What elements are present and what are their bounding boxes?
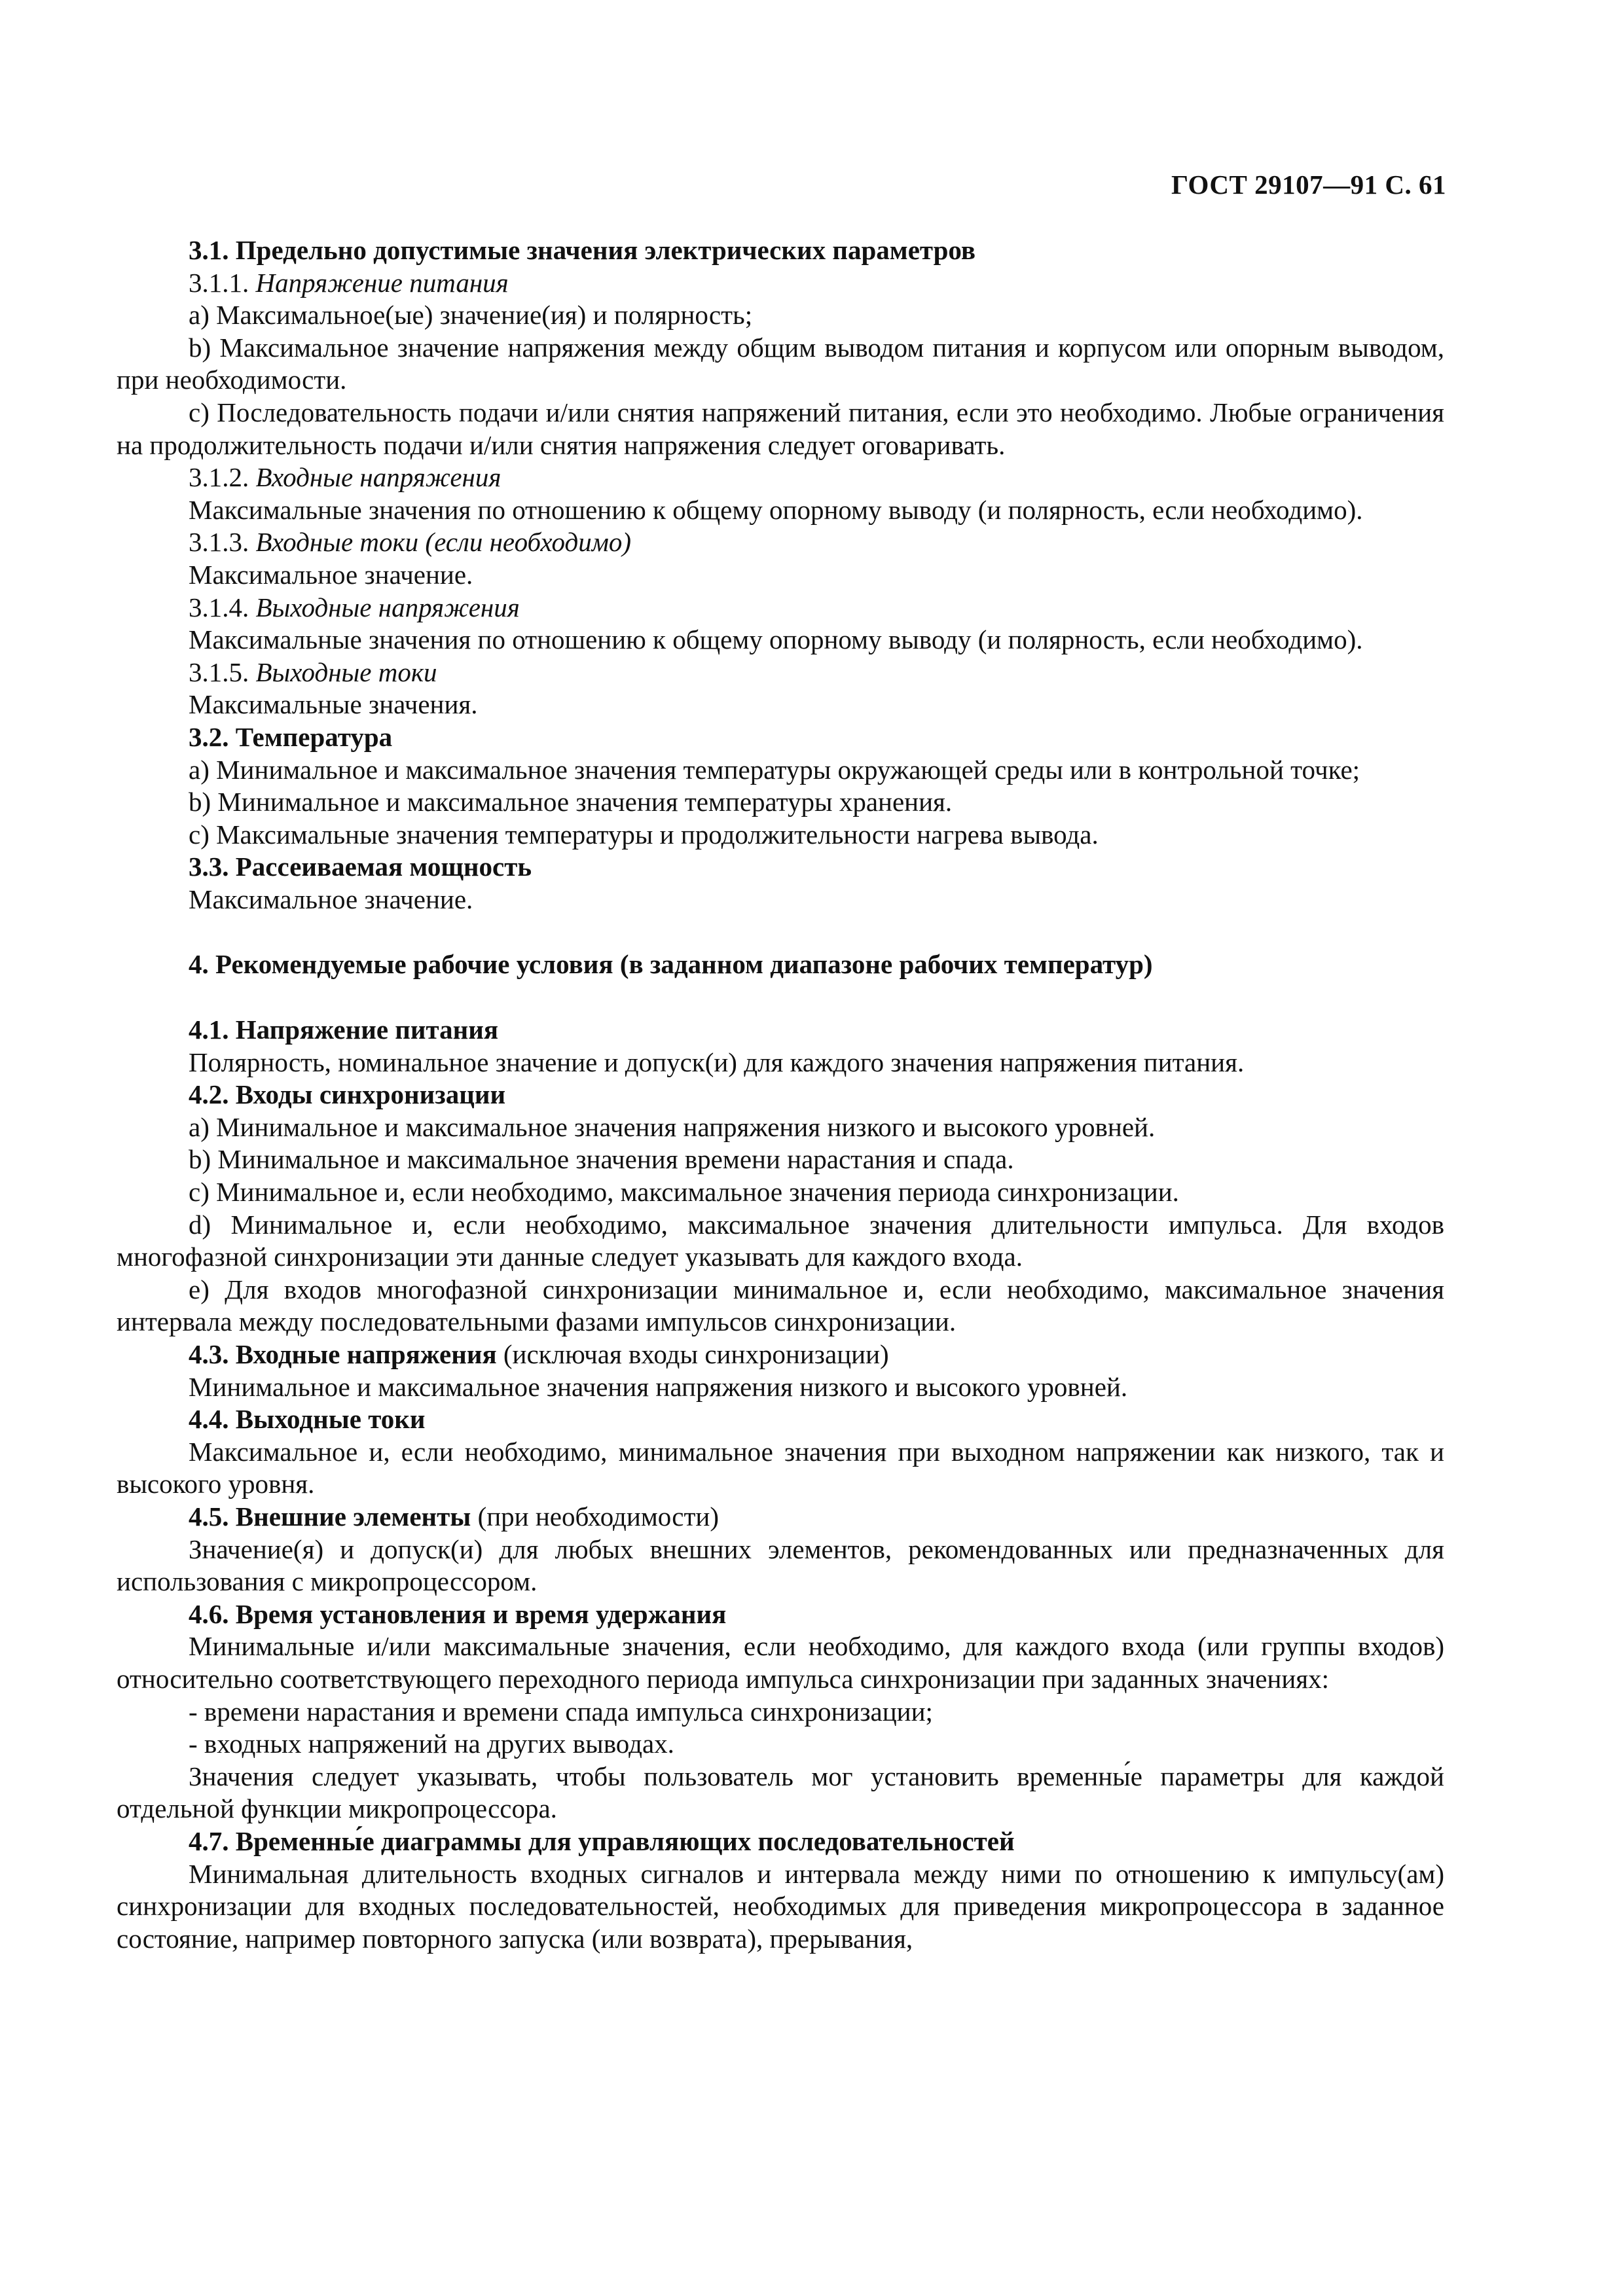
paragraph	[117, 1338, 1444, 1371]
paragraph	[117, 1014, 1444, 1047]
paragraph-heading: 3.1. Предельно допустимые значения электрических параметров	[189, 235, 976, 265]
paragraph-text: c) Максимальные значения температуры и продолжительности нагрева вывода.	[189, 819, 1099, 850]
paragraph	[117, 884, 1444, 916]
paragraph	[117, 851, 1444, 884]
paragraph	[117, 1534, 1444, 1598]
paragraph-text: 3.1.1.	[189, 267, 256, 298]
paragraph-text: Значения следует указывать, чтобы пользователь мог установить временны́е параметры для каждой отдельной функции микропроцессора.	[117, 1761, 1444, 1824]
paragraph-heading: 4.1. Напряжение питания	[189, 1014, 499, 1045]
paragraph	[117, 1274, 1444, 1338]
paragraph-text: (исключая входы синхронизации)	[496, 1339, 889, 1369]
paragraph	[117, 1825, 1444, 1858]
paragraph	[117, 948, 1444, 981]
paragraph	[117, 559, 1444, 592]
paragraph-text: Минимальные и/или максимальные значения, если необходимо, для каждого входа (или группы входов) относительно соответствующего переходного периода импульса синхронизации при заданных значениях:	[117, 1631, 1444, 1694]
paragraph-text: - входных напряжений на других выводах.	[189, 1729, 674, 1759]
paragraph-text: - времени нарастания и времени спада импульса синхронизации;	[189, 1696, 933, 1727]
paragraph-text: 3.1.4.	[189, 592, 256, 622]
paragraph-text: Максимальные значения по отношению к общему опорному выводу (и полярность, если необходимо).	[189, 494, 1363, 525]
paragraph-text: c) Последовательность подачи и/или снятия напряжений питания, если это необходимо. Любые ограничения на продолжительность подачи и/или снятия напряжения следует оговаривать.	[117, 397, 1444, 460]
paragraph	[117, 1209, 1444, 1274]
paragraph-text: Минимальное и максимальное значения напряжения низкого и высокого уровней.	[189, 1371, 1128, 1402]
paragraph	[117, 786, 1444, 819]
paragraph-heading: Выходные токи	[255, 656, 437, 687]
paragraph	[117, 1403, 1444, 1436]
paragraph	[117, 1143, 1444, 1176]
paragraph-text: Минимальная длительность входных сигналов и интервала между ними по отношению к импульсу(ам) синхронизации для входных последовательностей, необходимых для приведения микропроцессора в заданное состояние, например повторного запуска (или возврата), прерывания,	[117, 1858, 1444, 1954]
paragraph-heading: Напряжение питания	[255, 267, 509, 298]
paragraph	[117, 526, 1444, 559]
paragraph-text: Максимальное и, если необходимо, минимальное значения при выходном напряжении как низкого, так и высокого уровня.	[117, 1436, 1444, 1499]
paragraph	[117, 1761, 1444, 1825]
paragraph-heading: 4.3. Входные напряжения	[189, 1339, 497, 1369]
paragraph	[117, 1047, 1444, 1079]
paragraph-heading: Входные напряжения	[255, 462, 501, 493]
paragraph-heading: 3.3. Рассеиваемая мощность	[189, 852, 532, 882]
paragraph-text: e) Для входов многофазной синхронизации минимальное и, если необходимо, максимальное значения интервала между последовательными фазами импульсов синхронизации.	[117, 1274, 1444, 1337]
paragraph	[117, 1436, 1444, 1501]
paragraph	[117, 689, 1444, 721]
paragraph-text: b) Максимальное значение напряжения между общим выводом питания и корпусом или опорным выводом, при необходимости.	[117, 332, 1444, 395]
paragraph	[117, 819, 1444, 852]
paragraph	[117, 1630, 1444, 1695]
paragraph-text: 3.1.3.	[189, 527, 256, 558]
paragraph-heading: 4.5. Внешние элементы	[189, 1501, 471, 1532]
paragraph-text: Полярность, номинальное значение и допуск(и) для каждого значения напряжения питания.	[189, 1047, 1245, 1077]
paragraph	[117, 1858, 1444, 1956]
paragraph-heading: Входные токи (если необходимо)	[255, 527, 632, 558]
paragraph-text: Максимальные значения по отношению к общему опорному выводу (и полярность, если необходимо).	[189, 624, 1363, 655]
paragraph-heading: 4.7. Временны́е диаграммы для управляющих последовательностей	[189, 1825, 1015, 1856]
paragraph	[117, 754, 1444, 787]
page-header: ГОСТ 29107—91 С. 61	[1171, 170, 1446, 200]
paragraph	[117, 461, 1444, 494]
paragraph	[117, 656, 1444, 689]
paragraph	[117, 592, 1444, 624]
paragraph	[117, 1111, 1444, 1144]
paragraph-heading: 4. Рекомендуемые рабочие условия (в заданном диапазоне рабочих температур)	[189, 949, 1153, 980]
paragraph	[117, 624, 1444, 656]
paragraph	[117, 1728, 1444, 1761]
paragraph	[117, 299, 1444, 332]
paragraph-text: (при необходимости)	[471, 1501, 720, 1532]
paragraph	[117, 1501, 1444, 1534]
paragraph	[117, 1598, 1444, 1631]
paragraph	[117, 494, 1444, 527]
paragraph-heading: 4.6. Время установления и время удержания	[189, 1598, 727, 1629]
paragraph-heading: 3.2. Температура	[189, 721, 393, 752]
paragraph-heading: Выходные напряжения	[255, 592, 520, 622]
paragraph	[117, 397, 1444, 461]
paragraph	[117, 234, 1444, 267]
paragraph	[117, 1371, 1444, 1404]
paragraph-text: 3.1.5.	[189, 656, 256, 687]
paragraph	[117, 332, 1444, 397]
paragraph-heading: 4.4. Выходные токи	[189, 1404, 426, 1435]
paragraph-heading: 4.2. Входы синхронизации	[189, 1079, 506, 1110]
paragraph	[117, 1696, 1444, 1729]
paragraph-text: Значение(я) и допуск(и) для любых внешних элементов, рекомендованных или предназначенных для использования с микропроцессором.	[117, 1534, 1444, 1597]
paragraph	[117, 1079, 1444, 1111]
paragraph	[117, 267, 1444, 300]
paragraph	[117, 1176, 1444, 1209]
paragraph-text: a) Минимальное и максимальное значения напряжения низкого и высокого уровней.	[189, 1111, 1156, 1142]
paragraph	[117, 721, 1444, 754]
paragraph-text: Максимальные значения.	[189, 689, 478, 720]
paragraph-text: d) Минимальное и, если необходимо, максимальное значения длительности импульса. Для входов многофазной синхронизации эти данные следует указывать для каждого входа.	[117, 1209, 1444, 1272]
paragraph-text: Максимальное значение.	[189, 884, 473, 914]
document-body	[117, 234, 1444, 1955]
paragraph-text: b) Минимальное и максимальное значения времени нарастания и спада.	[189, 1144, 1014, 1175]
paragraph-text: Максимальное значение.	[189, 559, 473, 590]
paragraph-text: a) Минимальное и максимальное значения температуры окружающей среды или в контрольной точке;	[189, 754, 1360, 785]
paragraph-text: b) Минимальное и максимальное значения температуры хранения.	[189, 787, 953, 817]
paragraph-text: c) Минимальное и, если необходимо, максимальное значения периода синхронизации.	[189, 1177, 1179, 1208]
paragraph-text: a) Максимальное(ые) значение(ия) и полярность;	[189, 300, 753, 331]
paragraph-text: 3.1.2.	[189, 462, 256, 493]
